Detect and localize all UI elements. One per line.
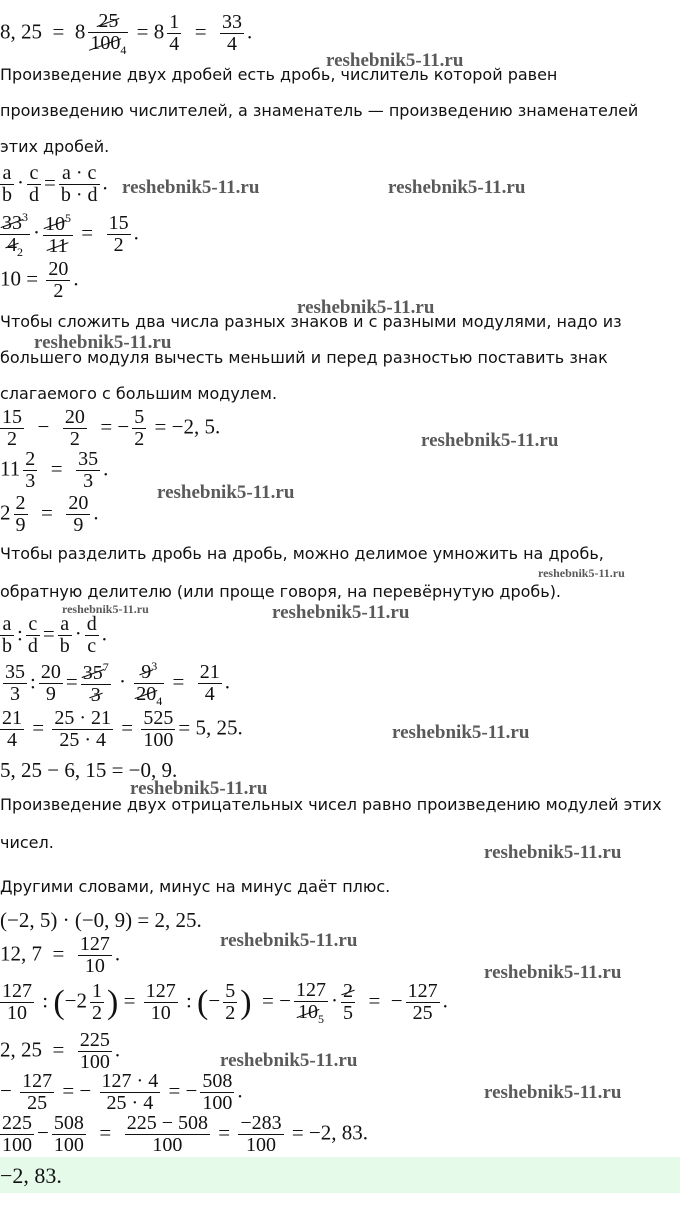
math-line-9: $\frac{35}{3}$ : $\frac{20}{9}$ = $\frac{35^7}{3}$ · $\frac{9^3}{20_4}$ = $\frac{21}{4}$ . (5, 659, 231, 708)
watermark: reshebnik5-11.ru (484, 1082, 622, 1103)
watermark: reshebnik5-11.ru (421, 430, 559, 451)
math-line-10: $\frac{21}{4}$ = $\frac{25 \cdot 21}{25 \cdot 4}$ = $\frac{525}{100}$ = 5, 25. (2, 707, 243, 751)
math-line-15: 2, 25 = $\frac{225}{100}$ . (0, 1029, 121, 1073)
math-line-6: 11 $\frac{2}{3}$ = $\frac{35}{3}$ . (0, 448, 109, 492)
math-line-5: $\frac{15}{2}$ − $\frac{20}{2}$ = − $\frac{5}{2}$ = −2, 5. (2, 406, 221, 450)
rule-sum-line-1: Чтобы сложить два числа разных знаков и с разными модулями, надо из (0, 312, 622, 331)
watermark: reshebnik5-11.ru (62, 602, 149, 616)
watermark: reshebnik5-11.ru (157, 482, 295, 503)
watermark: reshebnik5-11.ru (122, 177, 260, 198)
math-line-1: 8, 25 = 8 $\frac{25}{100_4}$ = 8 $\frac{1}{4}$ = $\frac{33}{4}$ . (0, 10, 253, 57)
rule-divide-line-1: Чтобы разделить дробь на дробь, можно делимое умножить на дробь, (0, 544, 604, 563)
rule-neg-line-3: Другими словами, минус на минус даёт плюс. (0, 877, 391, 896)
watermark: reshebnik5-11.ru (220, 930, 358, 951)
rule-neg-line-2: чисел. (0, 833, 54, 852)
rule-product-line-2: произведению числителей, а знаменатель — произведению знаменателей (0, 101, 639, 120)
math-line-2: $\frac{a}{b}$ · $\frac{c}{d}$ = $\frac{a \cdot c}{b \cdot d}$ . (2, 162, 108, 206)
watermark: reshebnik5-11.ru (538, 566, 625, 580)
rule-sum-line-3: слагаемого с большим модулем. (0, 384, 278, 403)
watermark: reshebnik5-11.ru (34, 332, 172, 353)
watermark: reshebnik5-11.ru (220, 1050, 358, 1071)
rule-product-line-3: этих дробей. (0, 137, 110, 156)
math-line-8: $\frac{a}{b}$ : $\frac{c}{d}$ = $\frac{a}{b}$ · $\frac{d}{c}$ . (2, 613, 107, 657)
answer-text: −2, 83. (0, 1163, 62, 1188)
watermark: reshebnik5-11.ru (484, 962, 622, 983)
watermark: reshebnik5-11.ru (388, 177, 526, 198)
math-line-17: $\frac{225}{100}$ − $\frac{508}{100}$ = $\frac{225 - 508}{100}$ = $\frac{-283}{100}$ = −2, 83. (2, 1112, 369, 1156)
math-line-11: 5, 25 − 6, 15 = −0, 9. (0, 758, 178, 782)
rule-product-line-1: Произведение двух дробей есть дробь, числитель которой равен (0, 65, 558, 84)
rule-divide-line-2: обратную делителю (или проще говоря, на перевёрнутую дробь). (0, 582, 562, 601)
watermark: reshebnik5-11.ru (130, 778, 268, 799)
math-line-14: $\frac{127}{10}$ : (−2 $\frac{1}{2}$ ) = $\frac{127}{10}$ : (− $\frac{5}{2}$ ) = − $\frac{127}{10_5}$ · $\frac{2}{5}$ = − $\frac{127}{25}$ . (2, 979, 448, 1026)
math-line-13: 12, 7 = $\frac{127}{10}$ . (0, 933, 121, 977)
math-line-4: 10 = $\frac{20}{2}$ . (0, 258, 79, 302)
watermark: reshebnik5-11.ru (326, 50, 464, 71)
watermark: reshebnik5-11.ru (272, 602, 410, 623)
watermark: reshebnik5-11.ru (297, 297, 435, 318)
math-line-3: $\frac{33^3}{4_2}$ · $\frac{10^5}{11}$ = $\frac{15}{2}$ . (2, 210, 139, 259)
watermark: reshebnik5-11.ru (484, 842, 622, 863)
answer-highlight (0, 1157, 680, 1193)
rule-neg-line-1: Произведение двух отрицательных чисел равно произведению модулей этих (0, 795, 662, 814)
math-line-16: − $\frac{127}{25}$ = − $\frac{127 \cdot 4}{25 \cdot 4}$ = − $\frac{508}{100}$ . (0, 1070, 243, 1114)
math-line-7: 2 $\frac{2}{9}$ = $\frac{20}{9}$ . (0, 492, 99, 536)
math-line-12: (−2, 5) · (−0, 9) = 2, 25. (0, 908, 202, 932)
rule-sum-line-2: большего модуля вычесть меньший и перед разностью поставить знак (0, 348, 608, 367)
watermark: reshebnik5-11.ru (392, 722, 530, 743)
